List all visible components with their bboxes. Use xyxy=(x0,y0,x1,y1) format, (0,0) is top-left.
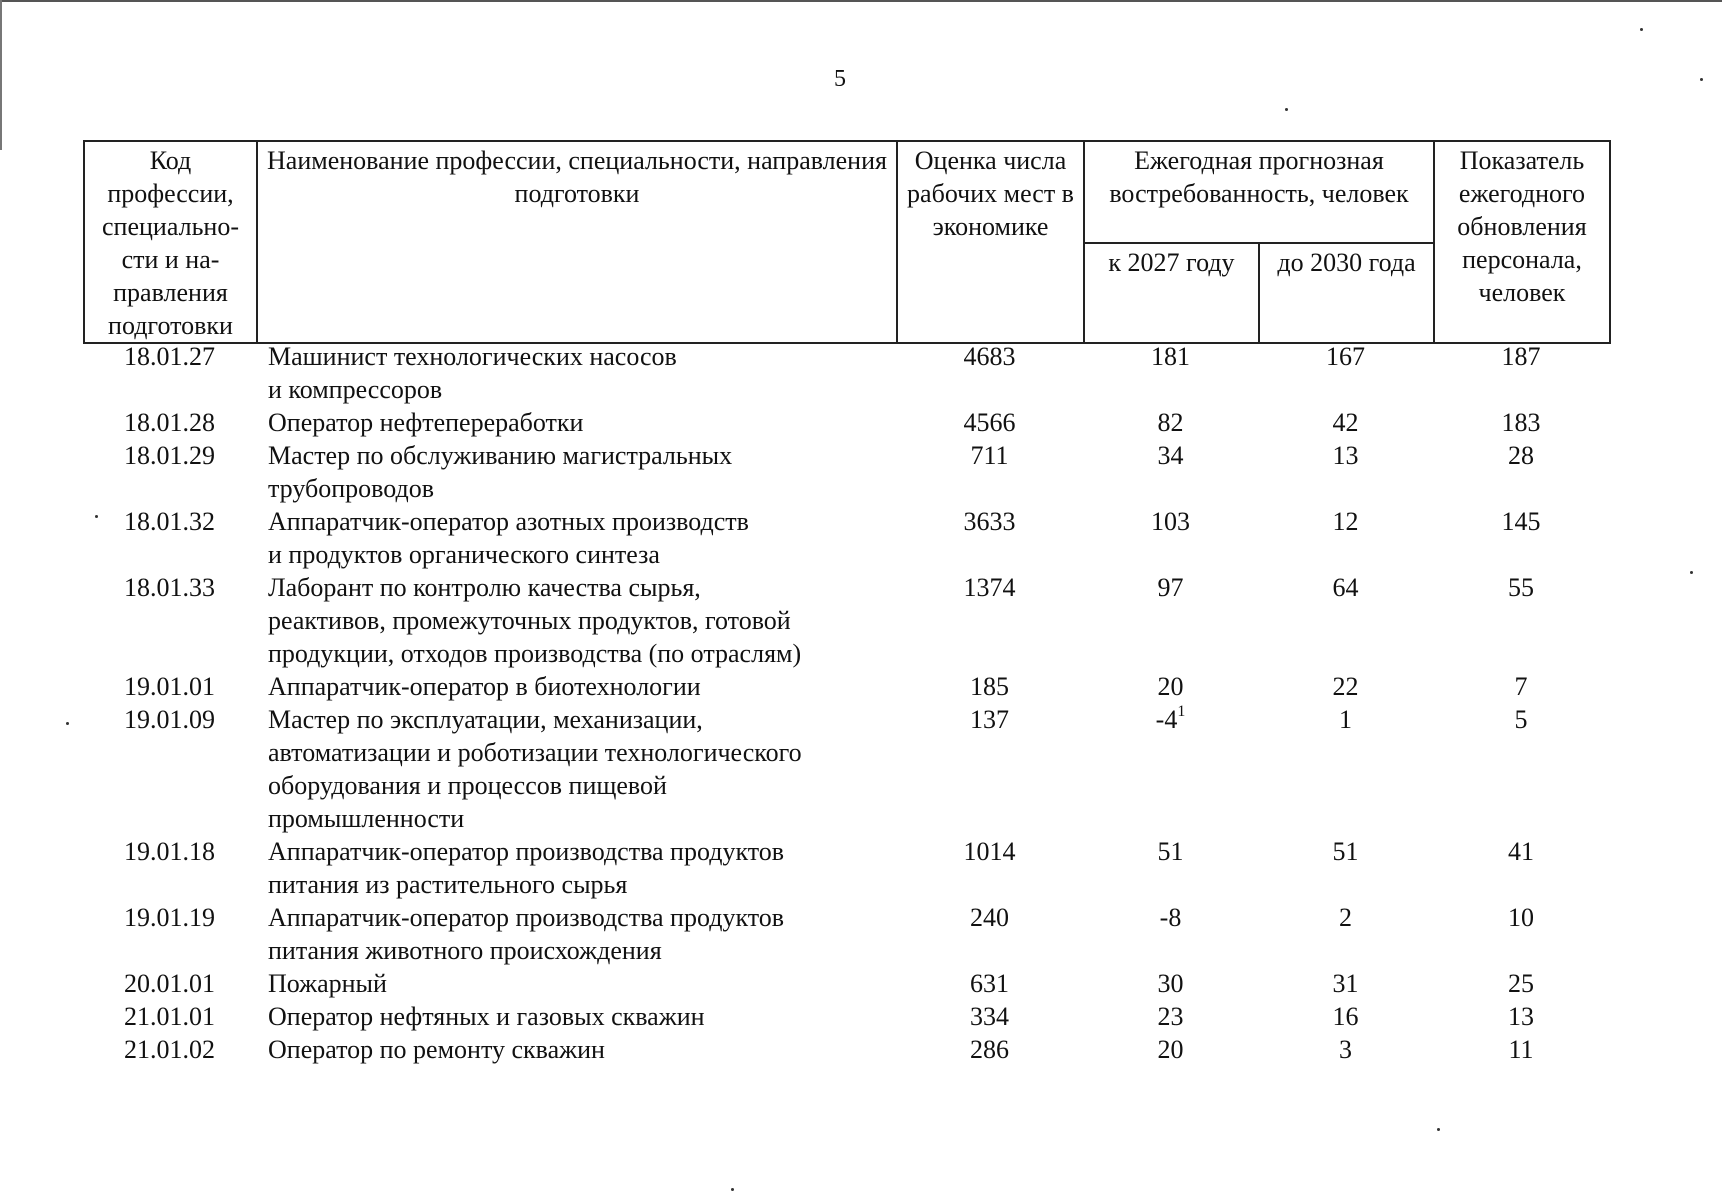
row-demand-2030 xyxy=(1258,340,1433,406)
row-demand-2027 xyxy=(1083,1000,1258,1033)
table-header xyxy=(83,140,1611,344)
row-renewal xyxy=(1433,703,1609,835)
row-demand-2030 xyxy=(1258,439,1433,505)
row-name xyxy=(256,967,896,1000)
row-renewal xyxy=(1433,571,1609,670)
row-demand-2030 xyxy=(1258,703,1433,835)
row-code xyxy=(83,439,256,505)
row-demand-2027 xyxy=(1083,439,1258,505)
scan-border-left xyxy=(0,0,2,150)
row-renewal xyxy=(1433,406,1609,439)
row-estimate-text: 334 xyxy=(970,1002,1009,1031)
row-renewal-text: 187 xyxy=(1501,342,1541,371)
row-renewal-text: 13 xyxy=(1508,1002,1534,1031)
row-renewal xyxy=(1433,1000,1609,1033)
row-code xyxy=(83,340,256,406)
scan-speck xyxy=(1690,571,1693,574)
row-code-text: 19.01.09 xyxy=(124,705,215,734)
scan-speck xyxy=(1437,1128,1440,1131)
row-demand-2027-text: 30 xyxy=(1157,969,1184,998)
row-demand-2030-text: 12 xyxy=(1332,507,1359,536)
header-demand-group: Ежегодная прогнозная востребованность, человек xyxy=(1084,141,1434,243)
row-renewal xyxy=(1433,967,1609,1000)
row-code-text: 21.01.01 xyxy=(124,1002,215,1031)
row-estimate xyxy=(896,439,1083,505)
header-demand-2030: до 2030 года xyxy=(1259,243,1434,343)
table-row xyxy=(83,1033,1609,1066)
row-code xyxy=(83,1000,256,1033)
row-renewal xyxy=(1433,439,1609,505)
row-estimate xyxy=(896,1000,1083,1033)
table-row xyxy=(83,967,1609,1000)
row-demand-2027-text: 97 xyxy=(1157,573,1184,602)
row-demand-2030 xyxy=(1258,967,1433,1000)
table-body xyxy=(83,340,1609,1066)
row-code-text: 18.01.32 xyxy=(124,507,215,536)
row-estimate xyxy=(896,505,1083,571)
row-estimate xyxy=(896,835,1083,901)
row-estimate-text: 711 xyxy=(970,441,1009,470)
row-demand-2030 xyxy=(1258,505,1433,571)
row-renewal-text: 41 xyxy=(1508,837,1534,866)
row-code-text: 18.01.27 xyxy=(124,342,215,371)
scan-border-top xyxy=(0,0,1722,2)
row-demand-2030 xyxy=(1258,571,1433,670)
row-code xyxy=(83,1033,256,1066)
row-renewal xyxy=(1433,901,1609,967)
row-demand-2027 xyxy=(1083,670,1258,703)
row-demand-2027 xyxy=(1083,1033,1258,1066)
row-name xyxy=(256,901,896,967)
row-code xyxy=(83,703,256,835)
page-number: 5 xyxy=(834,66,846,92)
row-name-text: Оператор по ремонту скважин xyxy=(268,1035,605,1064)
row-demand-2030 xyxy=(1258,835,1433,901)
row-estimate-text: 3633 xyxy=(963,507,1016,536)
scan-speck xyxy=(731,1188,734,1191)
row-estimate xyxy=(896,967,1083,1000)
row-demand-2030-text: 1 xyxy=(1339,705,1352,734)
row-estimate xyxy=(896,406,1083,439)
row-renewal xyxy=(1433,1033,1609,1066)
row-estimate-text: 4566 xyxy=(963,408,1016,437)
header-name: Наименование профессии, специальности, направления подготовки xyxy=(257,141,897,343)
row-demand-2030 xyxy=(1258,670,1433,703)
row-demand-2030-text: 3 xyxy=(1339,1035,1352,1064)
row-code-text: 18.01.33 xyxy=(124,573,215,602)
row-code-text: 18.01.28 xyxy=(124,408,215,437)
row-demand-2030-text: 42 xyxy=(1332,408,1359,437)
row-demand-2027-text: 23 xyxy=(1157,1002,1184,1031)
header-code: Код профессии, специально-сти и на-правления подготовки xyxy=(84,141,257,343)
table-row xyxy=(83,505,1609,571)
scan-speck xyxy=(95,515,98,518)
scan-speck xyxy=(1640,28,1643,31)
row-demand-2027-text: -4 xyxy=(1155,705,1178,734)
row-demand-2030-text: 167 xyxy=(1326,342,1365,371)
row-demand-2030 xyxy=(1258,901,1433,967)
table-row xyxy=(83,703,1609,835)
row-renewal-text: 28 xyxy=(1508,441,1534,470)
row-demand-2027 xyxy=(1083,406,1258,439)
footnote-marker: 1 xyxy=(1177,703,1186,721)
row-code-text: 21.01.02 xyxy=(124,1035,215,1064)
row-name xyxy=(256,1000,896,1033)
row-renewal-text: 10 xyxy=(1508,903,1534,932)
row-renewal-text: 145 xyxy=(1501,507,1541,536)
table-row xyxy=(83,670,1609,703)
row-code xyxy=(83,901,256,967)
row-code xyxy=(83,835,256,901)
table-row xyxy=(83,571,1609,670)
row-renewal xyxy=(1433,505,1609,571)
row-demand-2027 xyxy=(1083,340,1258,406)
header-renewal: Показатель ежегодного обновления персонала, человек xyxy=(1434,141,1610,343)
row-name-text: Мастер по эксплуатации, механизации, автоматизации и роботизации технологического оборудования и процессов пищевой промышленности xyxy=(268,705,802,833)
row-demand-2030-text: 51 xyxy=(1332,837,1359,866)
row-name xyxy=(256,505,896,571)
row-renewal-text: 55 xyxy=(1508,573,1534,602)
table-row xyxy=(83,1000,1609,1033)
row-name-text: Аппаратчик-оператор производства продуктов питания из растительного сырья xyxy=(268,837,785,899)
row-name xyxy=(256,340,896,406)
scan-speck xyxy=(66,722,69,725)
row-demand-2030 xyxy=(1258,1033,1433,1066)
table-row xyxy=(83,406,1609,439)
row-demand-2027-text: 181 xyxy=(1151,342,1190,371)
row-estimate-text: 631 xyxy=(970,969,1009,998)
row-estimate-text: 185 xyxy=(970,672,1009,701)
row-demand-2027-text: -8 xyxy=(1159,903,1182,932)
row-estimate-text: 1374 xyxy=(963,573,1016,602)
scan-speck xyxy=(1700,78,1703,81)
row-demand-2027-text: 103 xyxy=(1151,507,1190,536)
row-code-text: 20.01.01 xyxy=(124,969,215,998)
row-name-text: Оператор нефтепереработки xyxy=(268,408,584,437)
row-estimate xyxy=(896,340,1083,406)
row-name xyxy=(256,439,896,505)
row-code-text: 19.01.19 xyxy=(124,903,215,932)
row-code xyxy=(83,406,256,439)
row-name-text: Мастер по обслуживанию магистральных трубопроводов xyxy=(268,441,733,503)
row-renewal-text: 7 xyxy=(1514,672,1528,701)
row-renewal xyxy=(1433,340,1609,406)
row-demand-2030-text: 13 xyxy=(1332,441,1359,470)
row-estimate xyxy=(896,571,1083,670)
row-name xyxy=(256,670,896,703)
row-renewal xyxy=(1433,670,1609,703)
row-demand-2027-text: 20 xyxy=(1157,1035,1184,1064)
row-estimate-text: 137 xyxy=(970,705,1009,734)
row-demand-2030-text: 22 xyxy=(1332,672,1359,701)
row-renewal-text: 11 xyxy=(1508,1035,1534,1064)
row-code xyxy=(83,967,256,1000)
scan-speck xyxy=(1285,108,1288,111)
row-demand-2030-text: 2 xyxy=(1339,903,1352,932)
row-name-text: Машинист технологических насосов и компрессоров xyxy=(268,342,677,404)
row-renewal xyxy=(1433,835,1609,901)
row-estimate-text: 286 xyxy=(970,1035,1009,1064)
row-name xyxy=(256,1033,896,1066)
row-name xyxy=(256,571,896,670)
row-code xyxy=(83,505,256,571)
row-demand-2027 xyxy=(1083,901,1258,967)
row-demand-2027-text: 82 xyxy=(1157,408,1184,437)
row-code xyxy=(83,571,256,670)
row-estimate-text: 1014 xyxy=(963,837,1016,866)
row-demand-2027 xyxy=(1083,967,1258,1000)
header-demand-2027: к 2027 году xyxy=(1084,243,1259,343)
table-row xyxy=(83,439,1609,505)
row-demand-2030-text: 16 xyxy=(1332,1002,1359,1031)
row-name-text: Аппаратчик-оператор производства продуктов питания животного происхождения xyxy=(268,903,785,965)
row-demand-2027 xyxy=(1083,571,1258,670)
table-row xyxy=(83,901,1609,967)
row-code-text: 19.01.18 xyxy=(124,837,215,866)
row-renewal-text: 5 xyxy=(1514,705,1528,734)
row-code-text: 18.01.29 xyxy=(124,441,215,470)
row-name-text: Лаборант по контролю качества сырья, реактивов, промежуточных продуктов, готовой продукции, отходов производства (по отраслям) xyxy=(268,573,802,668)
row-code xyxy=(83,670,256,703)
row-demand-2027 xyxy=(1083,835,1258,901)
row-demand-2030 xyxy=(1258,1000,1433,1033)
row-name-text: Пожарный xyxy=(268,969,387,998)
row-name xyxy=(256,406,896,439)
row-name xyxy=(256,835,896,901)
row-renewal-text: 183 xyxy=(1501,408,1541,437)
row-demand-2027-text: 51 xyxy=(1157,837,1184,866)
row-renewal-text: 25 xyxy=(1508,969,1534,998)
row-demand-2027-text: 34 xyxy=(1157,441,1184,470)
header-estimate: Оценка числа рабочих мест в экономике xyxy=(897,141,1084,343)
row-name-text: Аппаратчик-оператор азотных производств и продуктов органического синтеза xyxy=(268,507,749,569)
row-name-text: Аппаратчик-оператор в биотехнологии xyxy=(268,672,701,701)
row-estimate xyxy=(896,901,1083,967)
row-code-text: 19.01.01 xyxy=(124,672,215,701)
row-estimate xyxy=(896,703,1083,835)
row-name xyxy=(256,703,896,835)
row-demand-2030 xyxy=(1258,406,1433,439)
row-demand-2027 xyxy=(1083,703,1258,835)
row-demand-2030-text: 64 xyxy=(1332,573,1359,602)
table-row xyxy=(83,835,1609,901)
row-demand-2030-text: 31 xyxy=(1332,969,1359,998)
row-estimate-text: 4683 xyxy=(963,342,1016,371)
table-rows xyxy=(83,340,1609,1066)
row-demand-2027-text: 20 xyxy=(1157,672,1184,701)
row-estimate xyxy=(896,670,1083,703)
row-estimate xyxy=(896,1033,1083,1066)
row-name-text: Оператор нефтяных и газовых скважин xyxy=(268,1002,705,1031)
row-demand-2027 xyxy=(1083,505,1258,571)
table-row xyxy=(83,340,1609,406)
row-estimate-text: 240 xyxy=(970,903,1009,932)
